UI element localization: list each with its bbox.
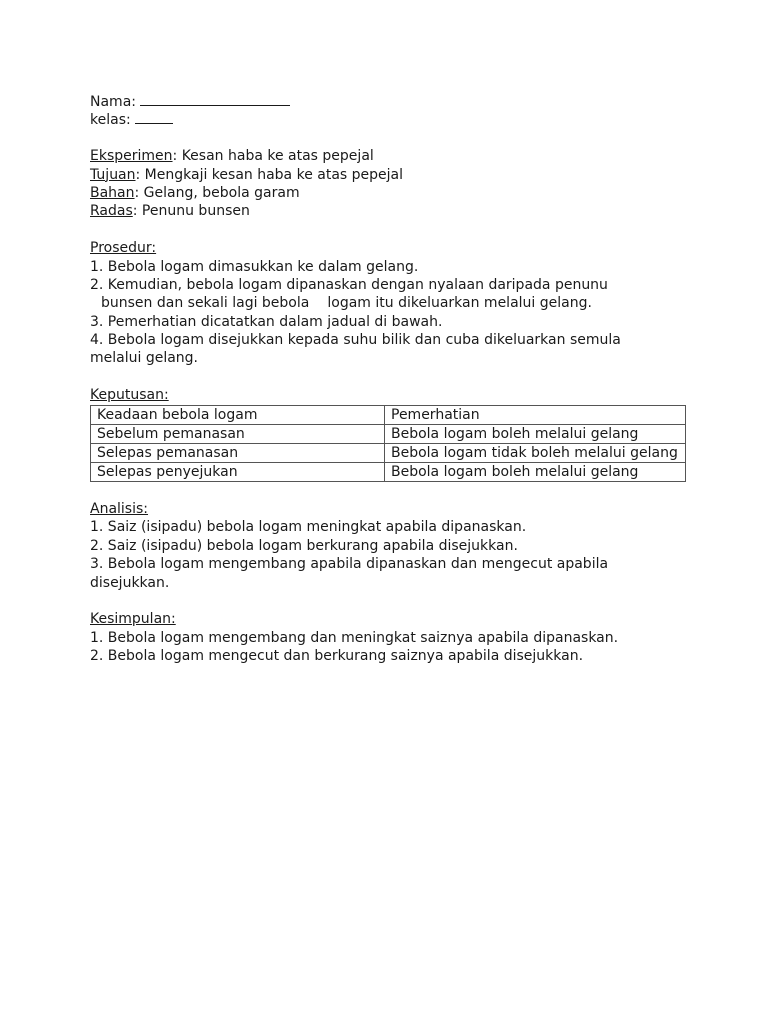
procedure-step-2-part-a: bunsen dan sekali lagi bebola [101, 295, 310, 312]
procedure-step-2-line-2 [90, 294, 690, 312]
analysis-item-3-line-2: disejukkan. [90, 574, 170, 591]
procedure-step-4-line-1: 4. Bebola logam disejukkan kepada suhu bilik dan cuba dikeluarkan semula [90, 332, 621, 349]
results-table [90, 405, 686, 482]
apparatus-line [90, 202, 690, 220]
materials-value: : Gelang, bebola garam [134, 184, 300, 201]
table-cell-condition: Selepas penyejukan [91, 462, 385, 481]
name-label: Nama: [90, 94, 136, 110]
aim-line [90, 166, 690, 184]
name-blank-field[interactable] [140, 92, 290, 106]
class-label: kelas: [90, 112, 131, 129]
spacer [90, 368, 690, 386]
table-row [91, 462, 686, 481]
name-line [90, 92, 690, 110]
worksheet-page [90, 92, 690, 666]
aim-label: Tujuan [90, 166, 136, 183]
table-row [91, 424, 686, 443]
spacer [90, 592, 690, 610]
spacer [90, 221, 690, 239]
materials-label: Bahan [90, 184, 135, 201]
analysis-item-1: 1. Saiz (isipadu) bebola logam meningkat apabila dipanaskan. [90, 519, 527, 536]
conclusion-heading: Kesimpulan: [90, 611, 176, 628]
analysis-item-2: 2. Saiz (isipadu) bebola logam berkurang apabila disejukkan. [90, 537, 518, 554]
procedure-step-2-part-b: logam itu dikeluarkan melalui gelang. [327, 295, 592, 312]
procedure-step-1: 1. Bebola logam dimasukkan ke dalam gelang. [90, 258, 419, 275]
table-row [91, 443, 686, 462]
conclusion-item-1: 1. Bebola logam mengembang dan meningkat saiznya apabila dipanaskan. [90, 629, 619, 646]
aim-value: : Mengkaji kesan haba ke atas pepejal [135, 166, 404, 183]
spacer [90, 482, 690, 500]
materials-line [90, 184, 690, 202]
table-cell-condition: Selepas pemanasan [91, 443, 385, 462]
table-cell-condition: Sebelum pemanasan [91, 424, 385, 443]
table-cell-observation: Bebola logam boleh melalui gelang [385, 462, 686, 481]
experiment-line [90, 147, 690, 165]
procedure-step-3: 3. Pemerhatian dicatatkan dalam jadual di bawah. [90, 313, 443, 330]
apparatus-label: Radas [90, 203, 133, 220]
analysis-heading: Analisis: [90, 501, 149, 518]
spacer [90, 129, 690, 147]
procedure-step-2-line-1: 2. Kemudian, bebola logam dipanaskan dengan nyalaan daripada penunu [90, 276, 608, 293]
procedure-heading: Prosedur: [90, 240, 157, 257]
class-blank-field[interactable] [135, 110, 173, 124]
experiment-label: Eksperimen [90, 148, 173, 165]
table-header-row [91, 405, 686, 424]
apparatus-value: : Penunu bunsen [132, 203, 250, 220]
experiment-value: : Kesan haba ke atas pepejal [172, 148, 374, 165]
procedure-step-4-line-2: melalui gelang. [90, 350, 199, 367]
table-header-condition: Keadaan bebola logam [91, 405, 385, 424]
table-header-observation: Pemerhatian [385, 405, 686, 424]
conclusion-item-2: 2. Bebola logam mengecut dan berkurang saiznya apabila disejukkan. [90, 648, 584, 665]
results-heading: Keputusan: [90, 387, 169, 404]
table-cell-observation: Bebola logam tidak boleh melalui gelang [385, 443, 686, 462]
class-line [90, 110, 690, 128]
analysis-item-3-line-1: 3. Bebola logam mengembang apabila dipanaskan dan mengecut apabila [90, 556, 609, 573]
table-cell-observation: Bebola logam boleh melalui gelang [385, 424, 686, 443]
